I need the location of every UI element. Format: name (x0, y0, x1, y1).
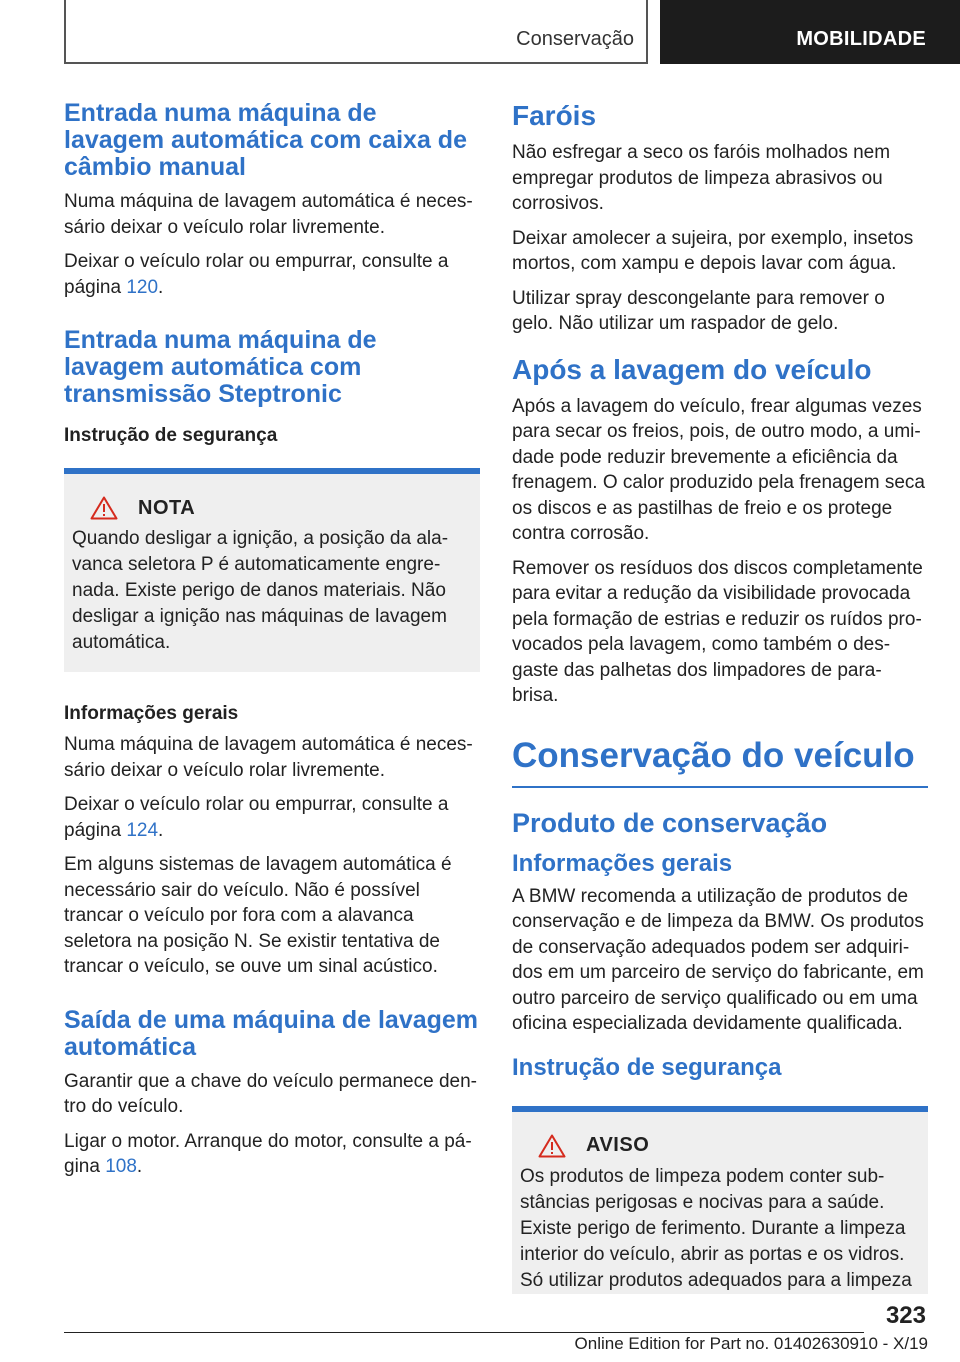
page-number: 323 (885, 1302, 926, 1329)
heading-general-info-right: Informações gerais (512, 849, 733, 877)
footer-divider (64, 1332, 864, 1333)
paragraph-exit-2-text: Ligar o motor. Arranque do motor, consulte a página (64, 1130, 472, 1177)
heading-general-info: Informações gerais (64, 703, 239, 724)
heading-headlights: Faróis (512, 100, 597, 131)
note-box (64, 468, 480, 672)
paragraph-headlights-1: Não esfregar a seco os faróis molhados nem empregar produtos de limpeza abrasivos ou corrosivos. (512, 142, 891, 214)
warning-triangle-icon (90, 496, 118, 520)
right-column (512, 100, 928, 1294)
paragraph-general-2-end: . (158, 819, 164, 841)
warning-box (512, 1106, 928, 1294)
page-link-108[interactable]: 108 (105, 1156, 137, 1177)
heading-steptronic-wash: Entrada numa máquina de lavagem automática com transmissão Steptronic (64, 326, 377, 408)
header-section-title: Conservação (516, 28, 634, 50)
paragraph-headlights-3: Utilizar spray descongelante para remover o gelo. Não utilizar um raspador de gelo. (512, 287, 885, 334)
page-link-124[interactable]: 124 (126, 819, 159, 841)
warning-triangle-icon (538, 1134, 566, 1158)
warning-title: AVISO (586, 1134, 650, 1156)
paragraph-manual-1: Numa máquina de lavagem automática é necessário deixar o veículo rolar livremente. (64, 191, 473, 238)
note-text: Quando desligar a ignição, a posição da alavanca seletora P é automaticamente engrenada. Existe perigo de danos materiais. Não desligar a ignição nas máquinas de lavagem automática. (72, 528, 449, 653)
paragraph-manual-2 (64, 249, 480, 300)
paragraph-after-wash-2: Remover os resíduos dos discos completamente para evitar a redução da visibilidade provocada pela formação de estrias e reduzir os ruídos provocados pela lavagem, como também o desgaste das palhetas dos limpadores de para-brisa. (512, 557, 923, 706)
paragraph-headlights-2: Deixar amolecer a sujeira, por exemplo, insetos mortos, com xampu e depois lavar com água. (512, 227, 914, 274)
header-chapter-box (660, 0, 960, 64)
header-section-box (64, 0, 648, 64)
paragraph-general-2 (64, 792, 480, 843)
heading-after-wash: Após a lavagem do veículo (512, 353, 872, 385)
note-title: NOTA (138, 496, 196, 519)
heading-care-product: Produto de conservação (512, 807, 828, 838)
note-header (90, 496, 472, 520)
paragraph-general-1: Numa máquina de lavagem automática é necessário deixar o veículo rolar livremente. (64, 734, 473, 781)
header-chapter-title: MOBILIDADE (796, 28, 926, 50)
left-column (64, 100, 480, 1189)
warning-header (538, 1134, 920, 1158)
heading-manual-wash: Entrada numa máquina de lavagem automática com caixa de câmbio manual (64, 99, 467, 181)
paragraph-exit-2 (64, 1129, 480, 1180)
heading-vehicle-care: Conservação do veículo (512, 736, 928, 788)
paragraph-manual-2-text: Deixar o veículo rolar ou empurrar, consulte a página (64, 251, 449, 298)
paragraph-general-3: Em alguns sistemas de lavagem automática é necessário sair do veículo. Não é possível trancar o veículo por fora com a alavanca seletora na posição N. Se existir tentativa de trancar o veículo, se ouve um sinal acústico. (64, 854, 452, 977)
paragraph-after-wash-1: Após a lavagem do veículo, frear algumas vezes para secar os freios, pois, de outro modo, a umidade pode reduzir brevemente a eficiência da frenagem. O calor produzido pela frenagem seca os discos e as pastilhas de freio e os protege contra corrosão. (512, 395, 925, 544)
footer-edition: Online Edition for Part no. 01402630910 - X/19 (574, 1334, 928, 1353)
heading-exit-wash: Saída de uma máquina de lavagem automática (64, 1005, 479, 1061)
heading-safety-instruction-right: Instrução de segurança (512, 1053, 782, 1081)
paragraph-manual-2-end: . (158, 276, 164, 298)
warning-text: Os produtos de limpeza podem conter substâncias perigosas e nocivas para a saúde. Existe perigo de ferimento. Durante a limpeza interior do veículo, abrir as portas e os vidros. Só utilizar produtos adequados para a limpeza (520, 1165, 912, 1291)
paragraph-care-info: A BMW recomenda a utilização de produtos de conservação e de limpeza da BMW. Os produtos de conservação adequados podem ser adquiridos em um parceiro de serviço do fabricante, em outro parceiro de serviço qualificado ou em uma oficina especializada devidamente qualificada. (512, 885, 924, 1034)
paragraph-general-2-text: Deixar o veículo rolar ou empurrar, consulte a página (64, 794, 449, 841)
paragraph-exit-2-end: . (136, 1156, 143, 1177)
paragraph-exit-1: Garantir que a chave do veículo permanece dentro do veículo. (64, 1070, 477, 1117)
page-link-120[interactable]: 120 (126, 276, 159, 298)
heading-safety-instruction: Instrução de segurança (64, 425, 278, 446)
